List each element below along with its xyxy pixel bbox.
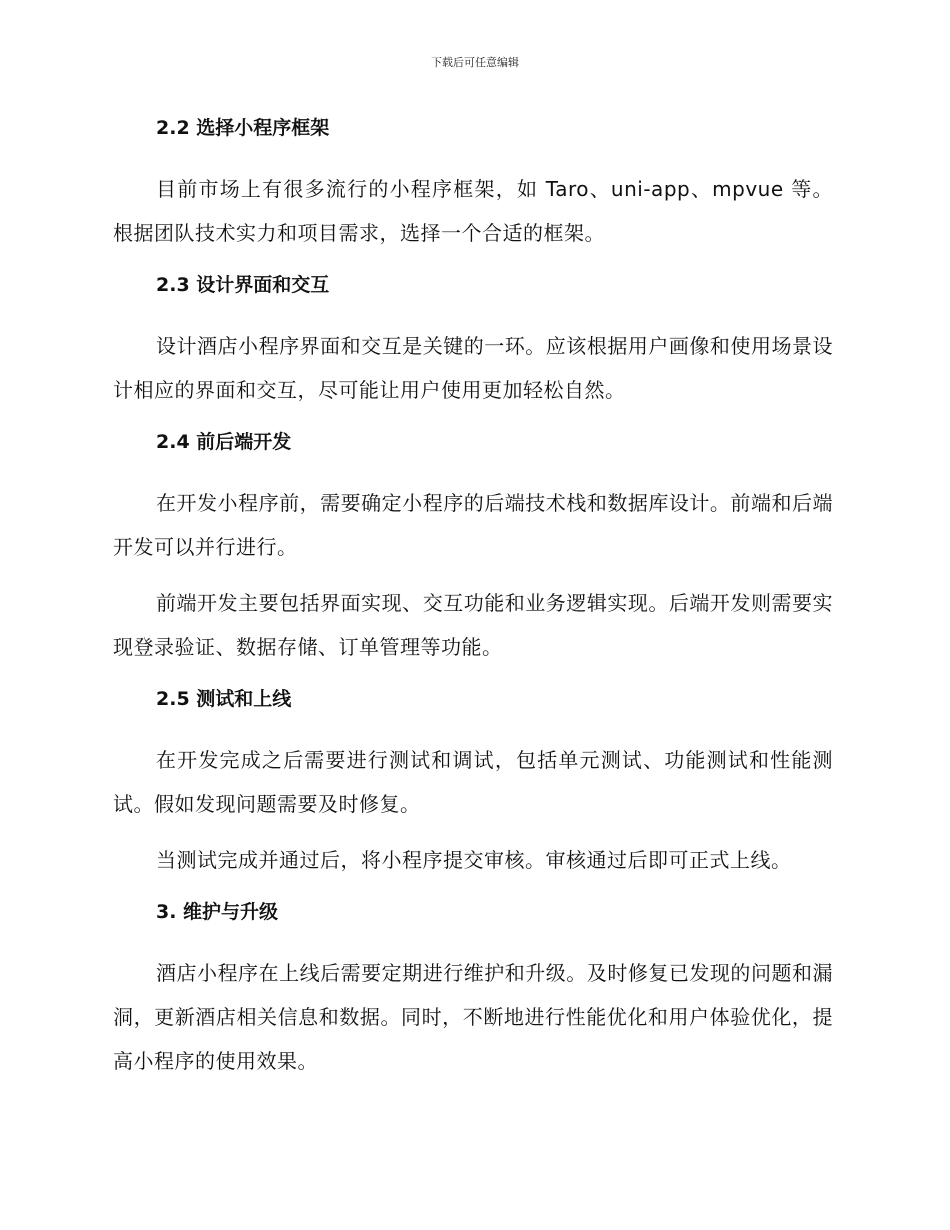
section-heading-2-4: 2.4 前后端开发 bbox=[156, 431, 292, 453]
paragraph: 前端开发主要包括界面实现、交互功能和业务逻辑实现。后端开发则需要实现登录验证、数据存储、订单管理等功能。 bbox=[113, 591, 833, 659]
paragraph: 在开发小程序前，需要确定小程序的后端技术栈和数据库设计。前端和后端开发可以并行进行。 bbox=[113, 491, 833, 559]
paragraph: 设计酒店小程序界面和交互是关键的一环。应该根据用户画像和使用场景设计相应的界面和交互，尽可能让用户使用更加轻松自然。 bbox=[113, 334, 833, 402]
section-heading-2-3: 2.3 设计界面和交互 bbox=[156, 274, 330, 296]
section-heading-2-2: 2.2 选择小程序框架 bbox=[156, 117, 330, 139]
paragraph: 酒店小程序在上线后需要定期进行维护和升级。及时修复已发现的问题和漏洞，更新酒店相关信息和数据。同时，不断地进行性能优化和用户体验优化，提高小程序的使用效果。 bbox=[113, 961, 833, 1073]
section-heading-3: 3. 维护与升级 bbox=[156, 901, 279, 923]
page-header-note: 下载后可任意编辑 bbox=[431, 56, 519, 69]
paragraph: 当测试完成并通过后，将小程序提交审核。审核通过后即可正式上线。 bbox=[156, 848, 792, 872]
paragraph: 在开发完成之后需要进行测试和调试，包括单元测试、功能测试和性能测试。假如发现问题需要及时修复。 bbox=[113, 748, 833, 816]
document-body bbox=[113, 112, 833, 1083]
paragraph: 目前市场上有很多流行的小程序框架，如 Taro、uni-app、mpvue 等。根据团队技术实力和项目需求，选择一个合适的框架。 bbox=[113, 177, 833, 245]
section-heading-2-5: 2.5 测试和上线 bbox=[156, 688, 292, 710]
